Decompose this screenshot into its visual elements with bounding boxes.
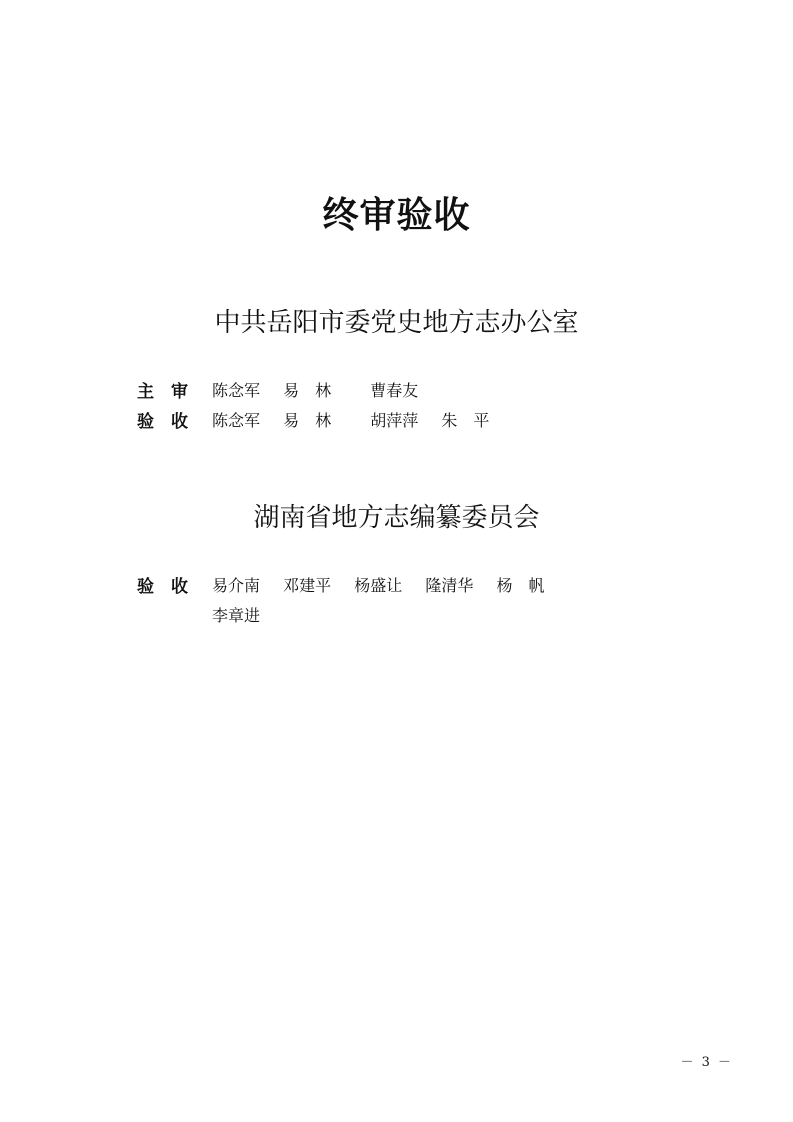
acceptance-names bbox=[212, 573, 578, 596]
org-title-yueyang: 中共岳阳市委党史地方志办公室 bbox=[214, 308, 579, 338]
acceptance-row-yueyang bbox=[137, 406, 523, 432]
acceptance-names-continued bbox=[212, 601, 278, 627]
acceptor-name: 易林 bbox=[283, 410, 348, 430]
review-label: 主 审 bbox=[137, 381, 188, 402]
reviewer-name: 陈念军 bbox=[212, 380, 261, 400]
org-title-hunan: 湖南省地方志编纂委员会 bbox=[253, 503, 540, 533]
review-row bbox=[137, 376, 436, 402]
page-title: 终审验收 bbox=[322, 194, 471, 236]
acceptor-name: 胡萍萍 bbox=[370, 410, 419, 430]
acceptor-name: 杨盛让 bbox=[354, 575, 403, 595]
acceptor-name: 杨帆 bbox=[496, 575, 561, 595]
acceptance-label: 验 收 bbox=[137, 411, 188, 432]
acceptor-name: 李章进 bbox=[212, 605, 261, 625]
reviewer-name: 易林 bbox=[283, 380, 348, 400]
acceptance-label: 验 收 bbox=[137, 576, 188, 597]
acceptance-names bbox=[212, 408, 523, 431]
acceptor-name: 邓建平 bbox=[283, 575, 332, 595]
page-number: － 3 － bbox=[680, 1055, 733, 1070]
acceptor-name: 易介南 bbox=[212, 575, 261, 595]
acceptor-name: 陈念军 bbox=[212, 410, 261, 430]
reviewer-name: 曹春友 bbox=[370, 380, 419, 400]
review-names bbox=[212, 378, 436, 401]
acceptor-name: 隆清华 bbox=[425, 575, 474, 595]
acceptance-row-hunan bbox=[137, 571, 578, 597]
acceptor-name: 朱平 bbox=[441, 410, 506, 430]
